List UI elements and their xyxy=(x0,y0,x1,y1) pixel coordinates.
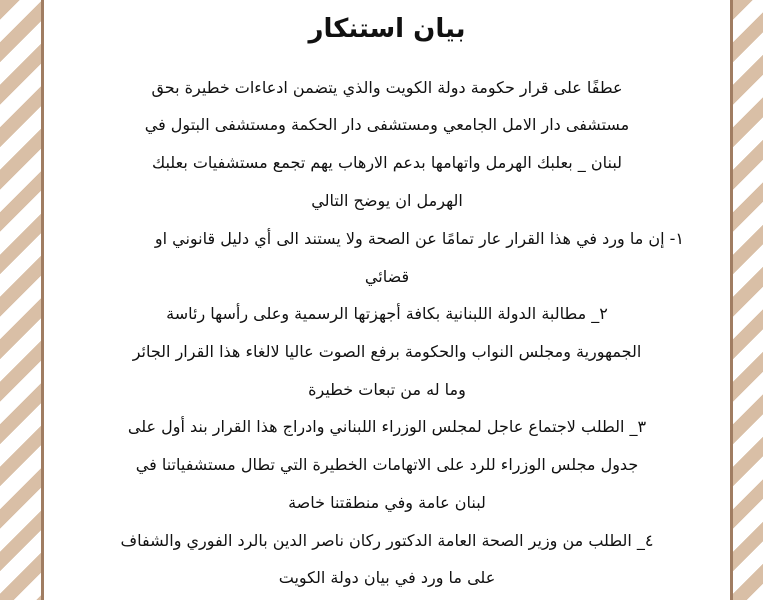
statement-panel xyxy=(41,0,733,600)
body-line-5: ١- إن ما ورد في هذا القرار عار تمامًا عن الصحة ولا يستند الى أي دليل قانوني او xyxy=(154,229,684,248)
body-line-13: ٤_ الطلب من وزير الصحة العامة الدكتور ركان ناصر الدين بالرد الفوري والشفاف xyxy=(120,531,654,550)
statement-title: بيان استنكار xyxy=(308,14,466,44)
body-line-9: وما له من تبعات خطيرة xyxy=(308,380,466,399)
body-line-12: لبنان عامة وفي منطقتنا خاصة xyxy=(288,493,486,512)
body-line-2: مستشفى دار الامل الجامعي ومستشفى دار الحكمة ومستشفى البتول في xyxy=(144,115,630,134)
body-line-10: ٣_ الطلب لاجتماع عاجل لمجلس الوزراء اللبناني وادراج هذا القرار بند أول على xyxy=(127,417,647,436)
body-line-8: الجمهورية ومجلس النواب والحكومة برفع الصوت عاليا لالغاء هذا القرار الجائر xyxy=(132,342,642,361)
body-line-4: الهرمل ان يوضح التالي xyxy=(311,191,463,210)
decorative-stripes-left xyxy=(0,0,41,600)
body-line-11: جدول مجلس الوزراء للرد على الاتهامات الخطيرة التي تطال مستشفياتنا في xyxy=(135,455,639,474)
body-line-14: على ما ورد في بيان دولة الكويت xyxy=(278,568,496,587)
body-line-6: قضائي xyxy=(364,267,410,286)
body-line-1: عطفًا على قرار حكومة دولة الكويت والذي يتضمن ادعاءات خطيرة بحق xyxy=(151,78,623,97)
body-line-3: لبنان _ بعلبك الهرمل واتهامها بدعم الارهاب يهم تجمع مستشفيات بعلبك xyxy=(151,153,623,172)
body-line-7: ٢_ مطالبة الدولة اللبنانية بكافة أجهزتها الرسمية وعلى رأسها رئاسة xyxy=(166,304,608,323)
decorative-stripes-right xyxy=(733,0,763,600)
